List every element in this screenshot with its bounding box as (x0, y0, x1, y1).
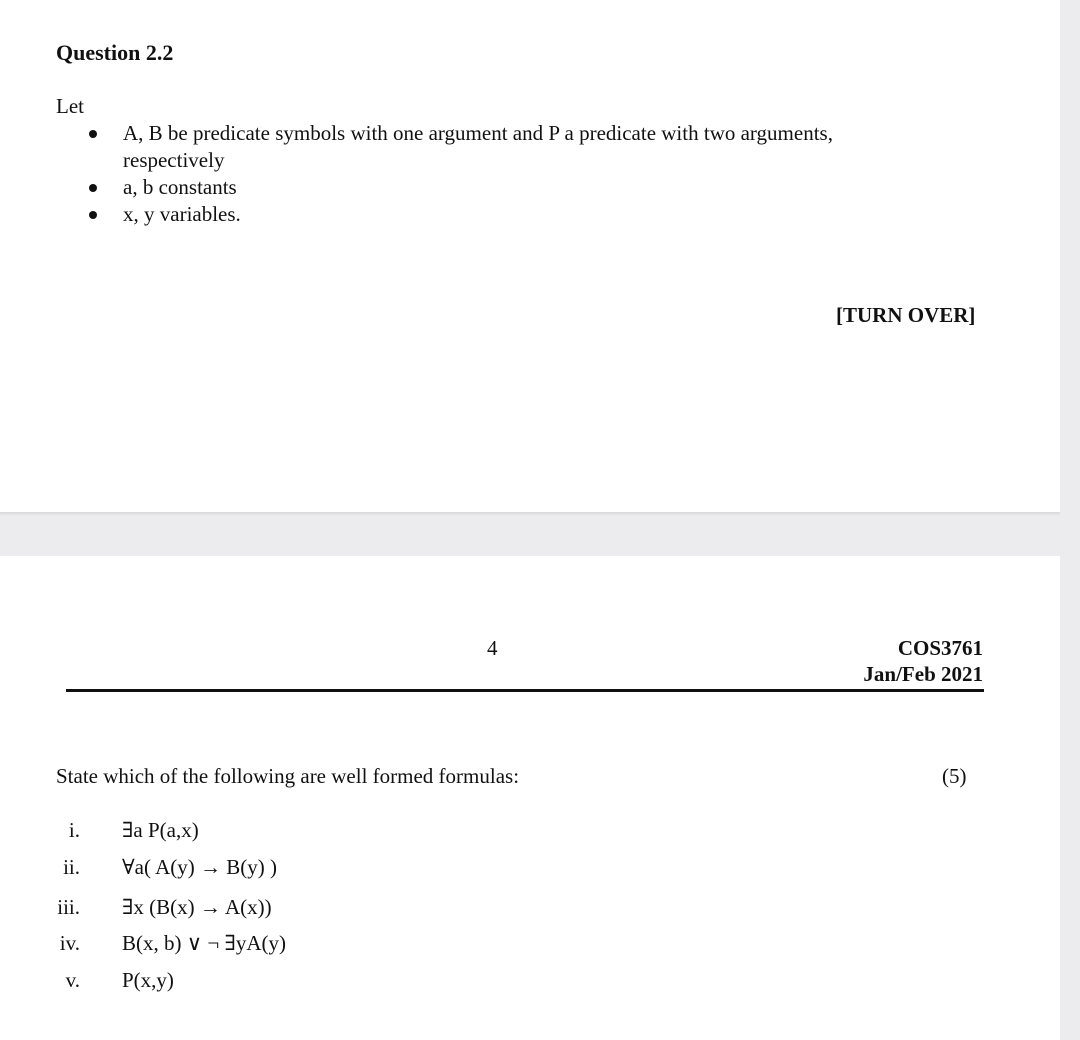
list-item (0, 201, 923, 228)
item-number: iii. (57, 895, 80, 919)
formula: ∀a( A(y) → B(y) ) (122, 855, 277, 879)
task-instruction: State which of the following are well formed formulas: (56, 764, 520, 788)
marks-badge: (5) (942, 764, 967, 788)
definitions-list (0, 120, 923, 228)
header-rule (66, 689, 984, 692)
list-item (0, 120, 923, 174)
definition-line: x, y variables. (123, 202, 241, 226)
page-number: 4 (487, 636, 498, 660)
viewer-margin (1060, 0, 1080, 1040)
item-number: i. (68, 818, 80, 842)
definition-line: a, b constants (123, 175, 237, 199)
formula: B(x, b) ∨ ¬ ∃yA(y) (122, 931, 287, 955)
formula: P(x,y) (122, 968, 174, 992)
formula: ∃x (B(x) → A(x)) (122, 895, 272, 919)
definition-line: respectively (123, 148, 225, 172)
question-heading: Question 2.2 (56, 40, 174, 65)
item-number: ii. (63, 855, 80, 879)
bullet-icon (89, 130, 97, 138)
list-item (0, 174, 923, 201)
intro-text: Let (56, 94, 84, 118)
bullet-icon (89, 184, 97, 192)
exam-date: Jan/Feb 2021 (863, 662, 983, 686)
formula: ∃a P(a,x) (122, 818, 199, 842)
item-number: v. (65, 968, 80, 992)
item-number: iv. (59, 931, 80, 955)
bullet-icon (89, 211, 97, 219)
course-code: COS3761 (897, 636, 983, 660)
definition-line: A, B be predicate symbols with one argument and P a predicate with two arguments, (123, 121, 833, 145)
turn-over-note: [TURN OVER] (836, 303, 976, 327)
page-separator (0, 512, 1060, 516)
page-one (0, 0, 1060, 512)
